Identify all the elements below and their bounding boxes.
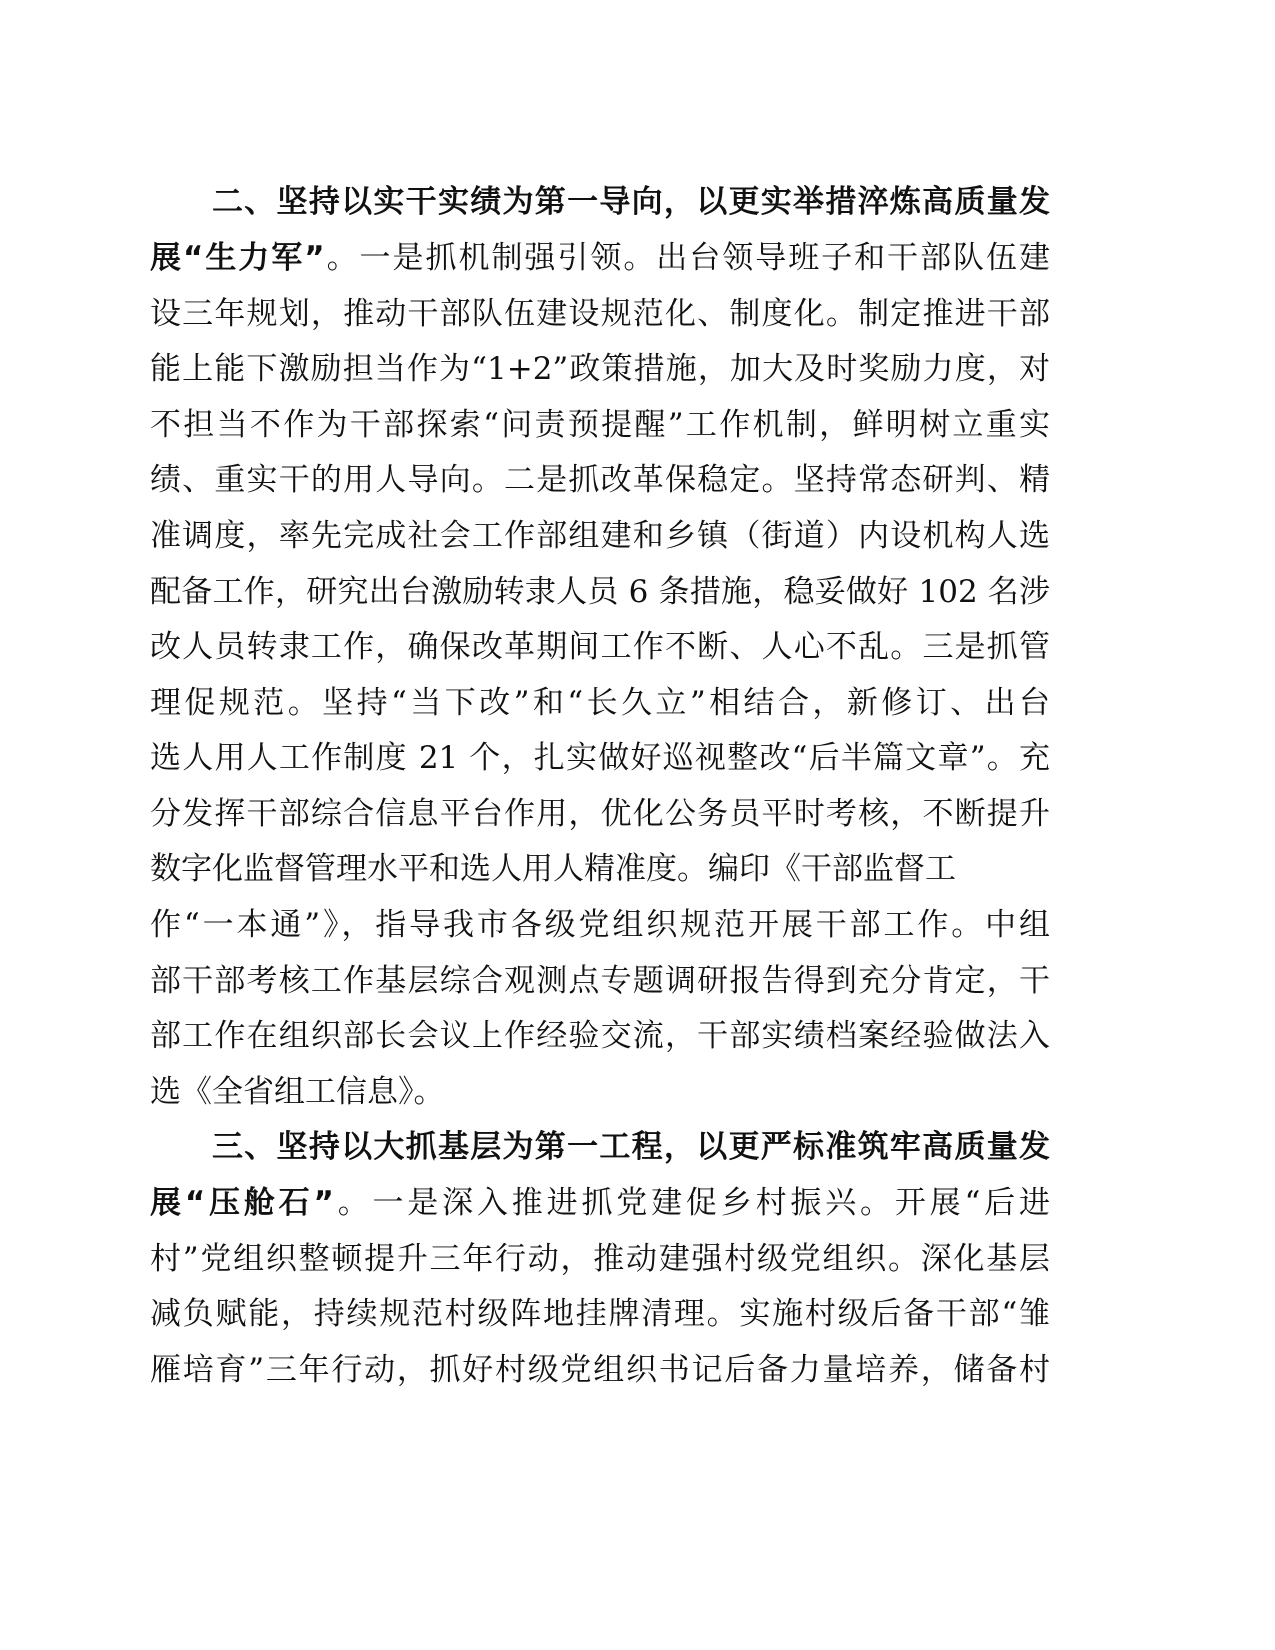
section2-heading-line1: 二、坚持以实干实绩为第一导向，以更实举措淬炼高质量发 xyxy=(212,184,1050,220)
section2-line-8: 理促规范。坚持“当下改”和“长久立”相结合，新修订、出台 xyxy=(150,685,1050,721)
section2-line-11: 数字化监督管理水平和选人用人精准度。编印《干部监督工 xyxy=(150,851,956,887)
section3-line-3: 雁培育”三年行动，抓好村级党组织书记后备力量培养，储备村 xyxy=(150,1352,1050,1388)
section2-paragraph-start: 。一是抓机制强引领。出台领导班子和干部队伍建 xyxy=(324,240,1050,276)
section2-line-3: 不担当不作为干部探索“问责预提醒”工作机制，鲜明树立重实 xyxy=(150,407,1050,443)
section3-line-1: 村”党组织整顿提升三年行动，推动建强村级党组织。深化基层 xyxy=(150,1241,1050,1277)
section2-heading-tail: 展“生力军” xyxy=(150,240,325,276)
section2-line-13: 部干部考核工作基层综合观测点专题调研报告得到充分肯定，干 xyxy=(150,963,1050,999)
section2-line-15: 选《全省组工信息》。 xyxy=(150,1074,445,1110)
section3-heading-line1: 三、坚持以大抓基层为第一工程，以更严标准筑牢高质量发 xyxy=(212,1129,1050,1165)
section2-line-9: 选人用人工作制度 21 个，扎实做好巡视整改“后半篇文章”。充 xyxy=(150,740,1050,776)
section2-line-14: 部工作在组织部长会议上作经验交流，干部实绩档案经验做法入 xyxy=(150,1018,1050,1054)
section2-line-10: 分发挥干部综合信息平台作用，优化公务员平时考核，不断提升 xyxy=(150,796,1050,832)
section2-line-6: 配备工作，研究出台激励转隶人员 6 条措施，稳妥做好 102 名涉 xyxy=(150,574,1050,610)
section3-heading-tail: 展“压舱石” xyxy=(150,1185,334,1221)
section3-line-2: 减负赋能，持续规范村级阵地挂牌清理。实施村级后备干部“雏 xyxy=(150,1296,1050,1332)
section2-heading-line2 xyxy=(150,232,1050,284)
section2-line-12: 作“一本通”》，指导我市各级党组织规范开展干部工作。中组 xyxy=(150,907,1050,943)
section3-heading-line2 xyxy=(150,1177,1050,1229)
section2-line-5: 准调度，率先完成社会工作部组建和乡镇（街道）内设机构人选 xyxy=(150,518,1050,554)
section2-line-2: 能上能下激励担当作为“1+2”政策措施，加大及时奖励力度，对 xyxy=(150,351,1050,387)
section3-paragraph-start: 。一是深入推进抓党建促乡村振兴。开展“后进 xyxy=(333,1185,1050,1221)
section2-line-1: 设三年规划，推动干部队伍建设规范化、制度化。制定推进干部 xyxy=(150,296,1050,332)
section2-line-7: 改人员转隶工作，确保改革期间工作不断、人心不乱。三是抓管 xyxy=(150,629,1050,665)
section2-line-4: 绩、重实干的用人导向。二是抓改革保稳定。坚持常态研判、精 xyxy=(150,462,1050,498)
